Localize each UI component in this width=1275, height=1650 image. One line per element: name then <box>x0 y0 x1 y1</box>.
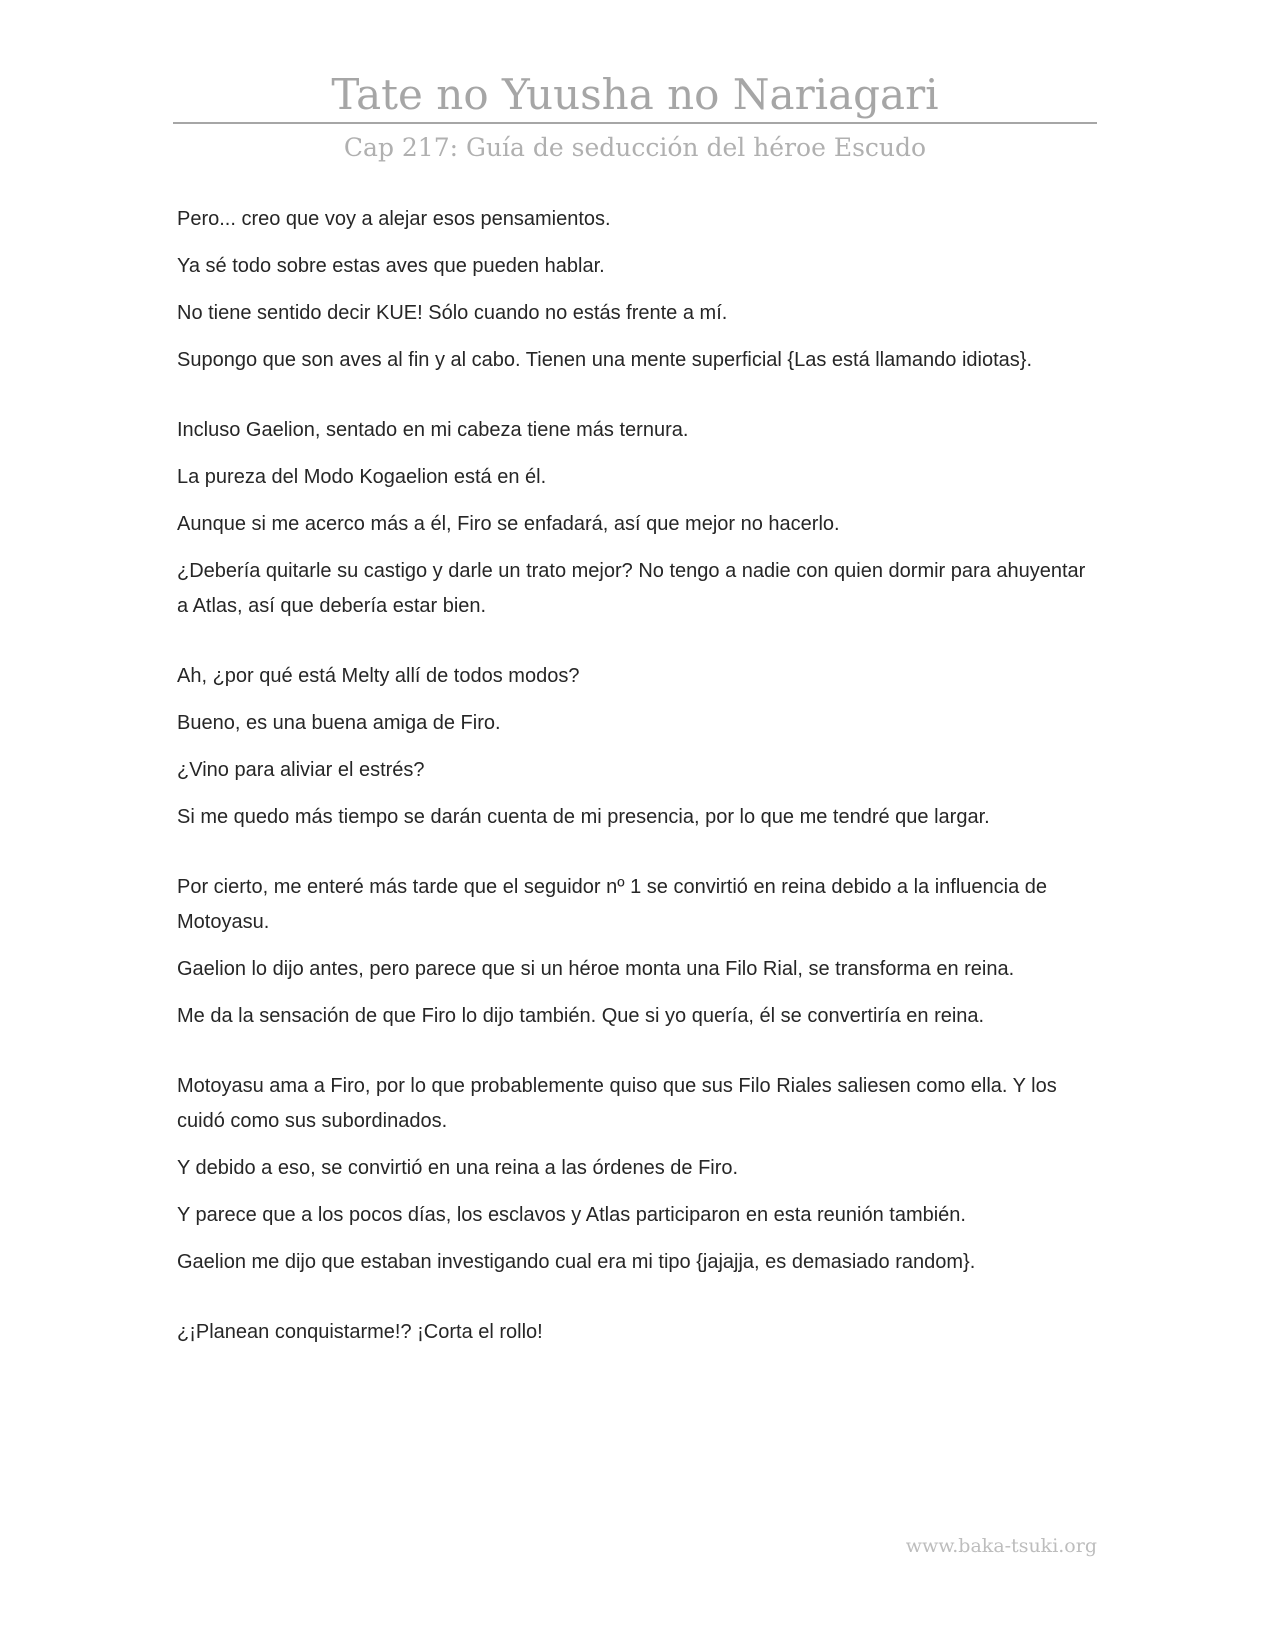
paragraph: No tiene sentido decir KUE! Sólo cuando no estás frente a mí. <box>177 302 728 324</box>
paragraph: Ah, ¿por qué está Melty allí de todos modos? <box>177 665 580 687</box>
paragraph: Supongo que son aves al fin y al cabo. Tienen una mente superficial {Las está llamando idiotas}. <box>177 349 1033 371</box>
page-header <box>173 70 1097 168</box>
paragraph: Motoyasu ama a Firo, por lo que probablemente quiso que sus Filo Riales saliesen como ella. Y los cuidó como sus subordinados. <box>177 1075 1057 1132</box>
paragraph: Incluso Gaelion, sentado en mi cabeza tiene más ternura. <box>177 419 689 441</box>
footer-website: www.baka-tsuki.org <box>905 1535 1097 1557</box>
paragraph: Y debido a eso, se convirtió en una reina a las órdenes de Firo. <box>177 1157 739 1179</box>
paragraph: Ya sé todo sobre estas aves que pueden hablar. <box>177 255 605 277</box>
paragraph: ¿Debería quitarle su castigo y darle un trato mejor? No tengo a nadie con quien dormir para ahuyentar a Atlas, así que debería estar bien. <box>177 560 1086 617</box>
paragraph: Bueno, es una buena amiga de Firo. <box>177 712 501 734</box>
paragraph: Gaelion me dijo que estaban investigando cual era mi tipo {jajajja, es demasiado random}. <box>177 1251 976 1273</box>
title-divider <box>173 122 1097 124</box>
chapter-subtitle: Cap 217: Guía de seducción del héroe Escudo <box>343 133 927 162</box>
paragraph: ¿Vino para aliviar el estrés? <box>177 759 425 781</box>
paragraph: Aunque si me acerco más a él, Firo se enfadará, así que mejor no hacerlo. <box>177 513 840 535</box>
paragraph: Pero... creo que voy a alejar esos pensamientos. <box>177 208 611 230</box>
chapter-body <box>177 202 1097 1362</box>
paragraph: La pureza del Modo Kogaelion está en él. <box>177 466 547 488</box>
paragraph: Gaelion lo dijo antes, pero parece que si un héroe monta una Filo Rial, se transforma en reina. <box>177 958 1015 980</box>
paragraph: Si me quedo más tiempo se darán cuenta de mi presencia, por lo que me tendré que largar. <box>177 806 990 828</box>
paragraph: Por cierto, me enteré más tarde que el seguidor nº 1 se convirtió en reina debido a la influencia de Motoyasu. <box>177 876 1048 933</box>
paragraph: Me da la sensación de que Firo lo dijo también. Que si yo quería, él se convertiría en reina. <box>177 1005 985 1027</box>
paragraph: Y parece que a los pocos días, los esclavos y Atlas participaron en esta reunión también. <box>177 1204 966 1226</box>
page-title: Tate no Yuusha no Nariagari <box>331 70 939 119</box>
paragraph: ¿¡Planean conquistarme!? ¡Corta el rollo! <box>177 1321 543 1343</box>
